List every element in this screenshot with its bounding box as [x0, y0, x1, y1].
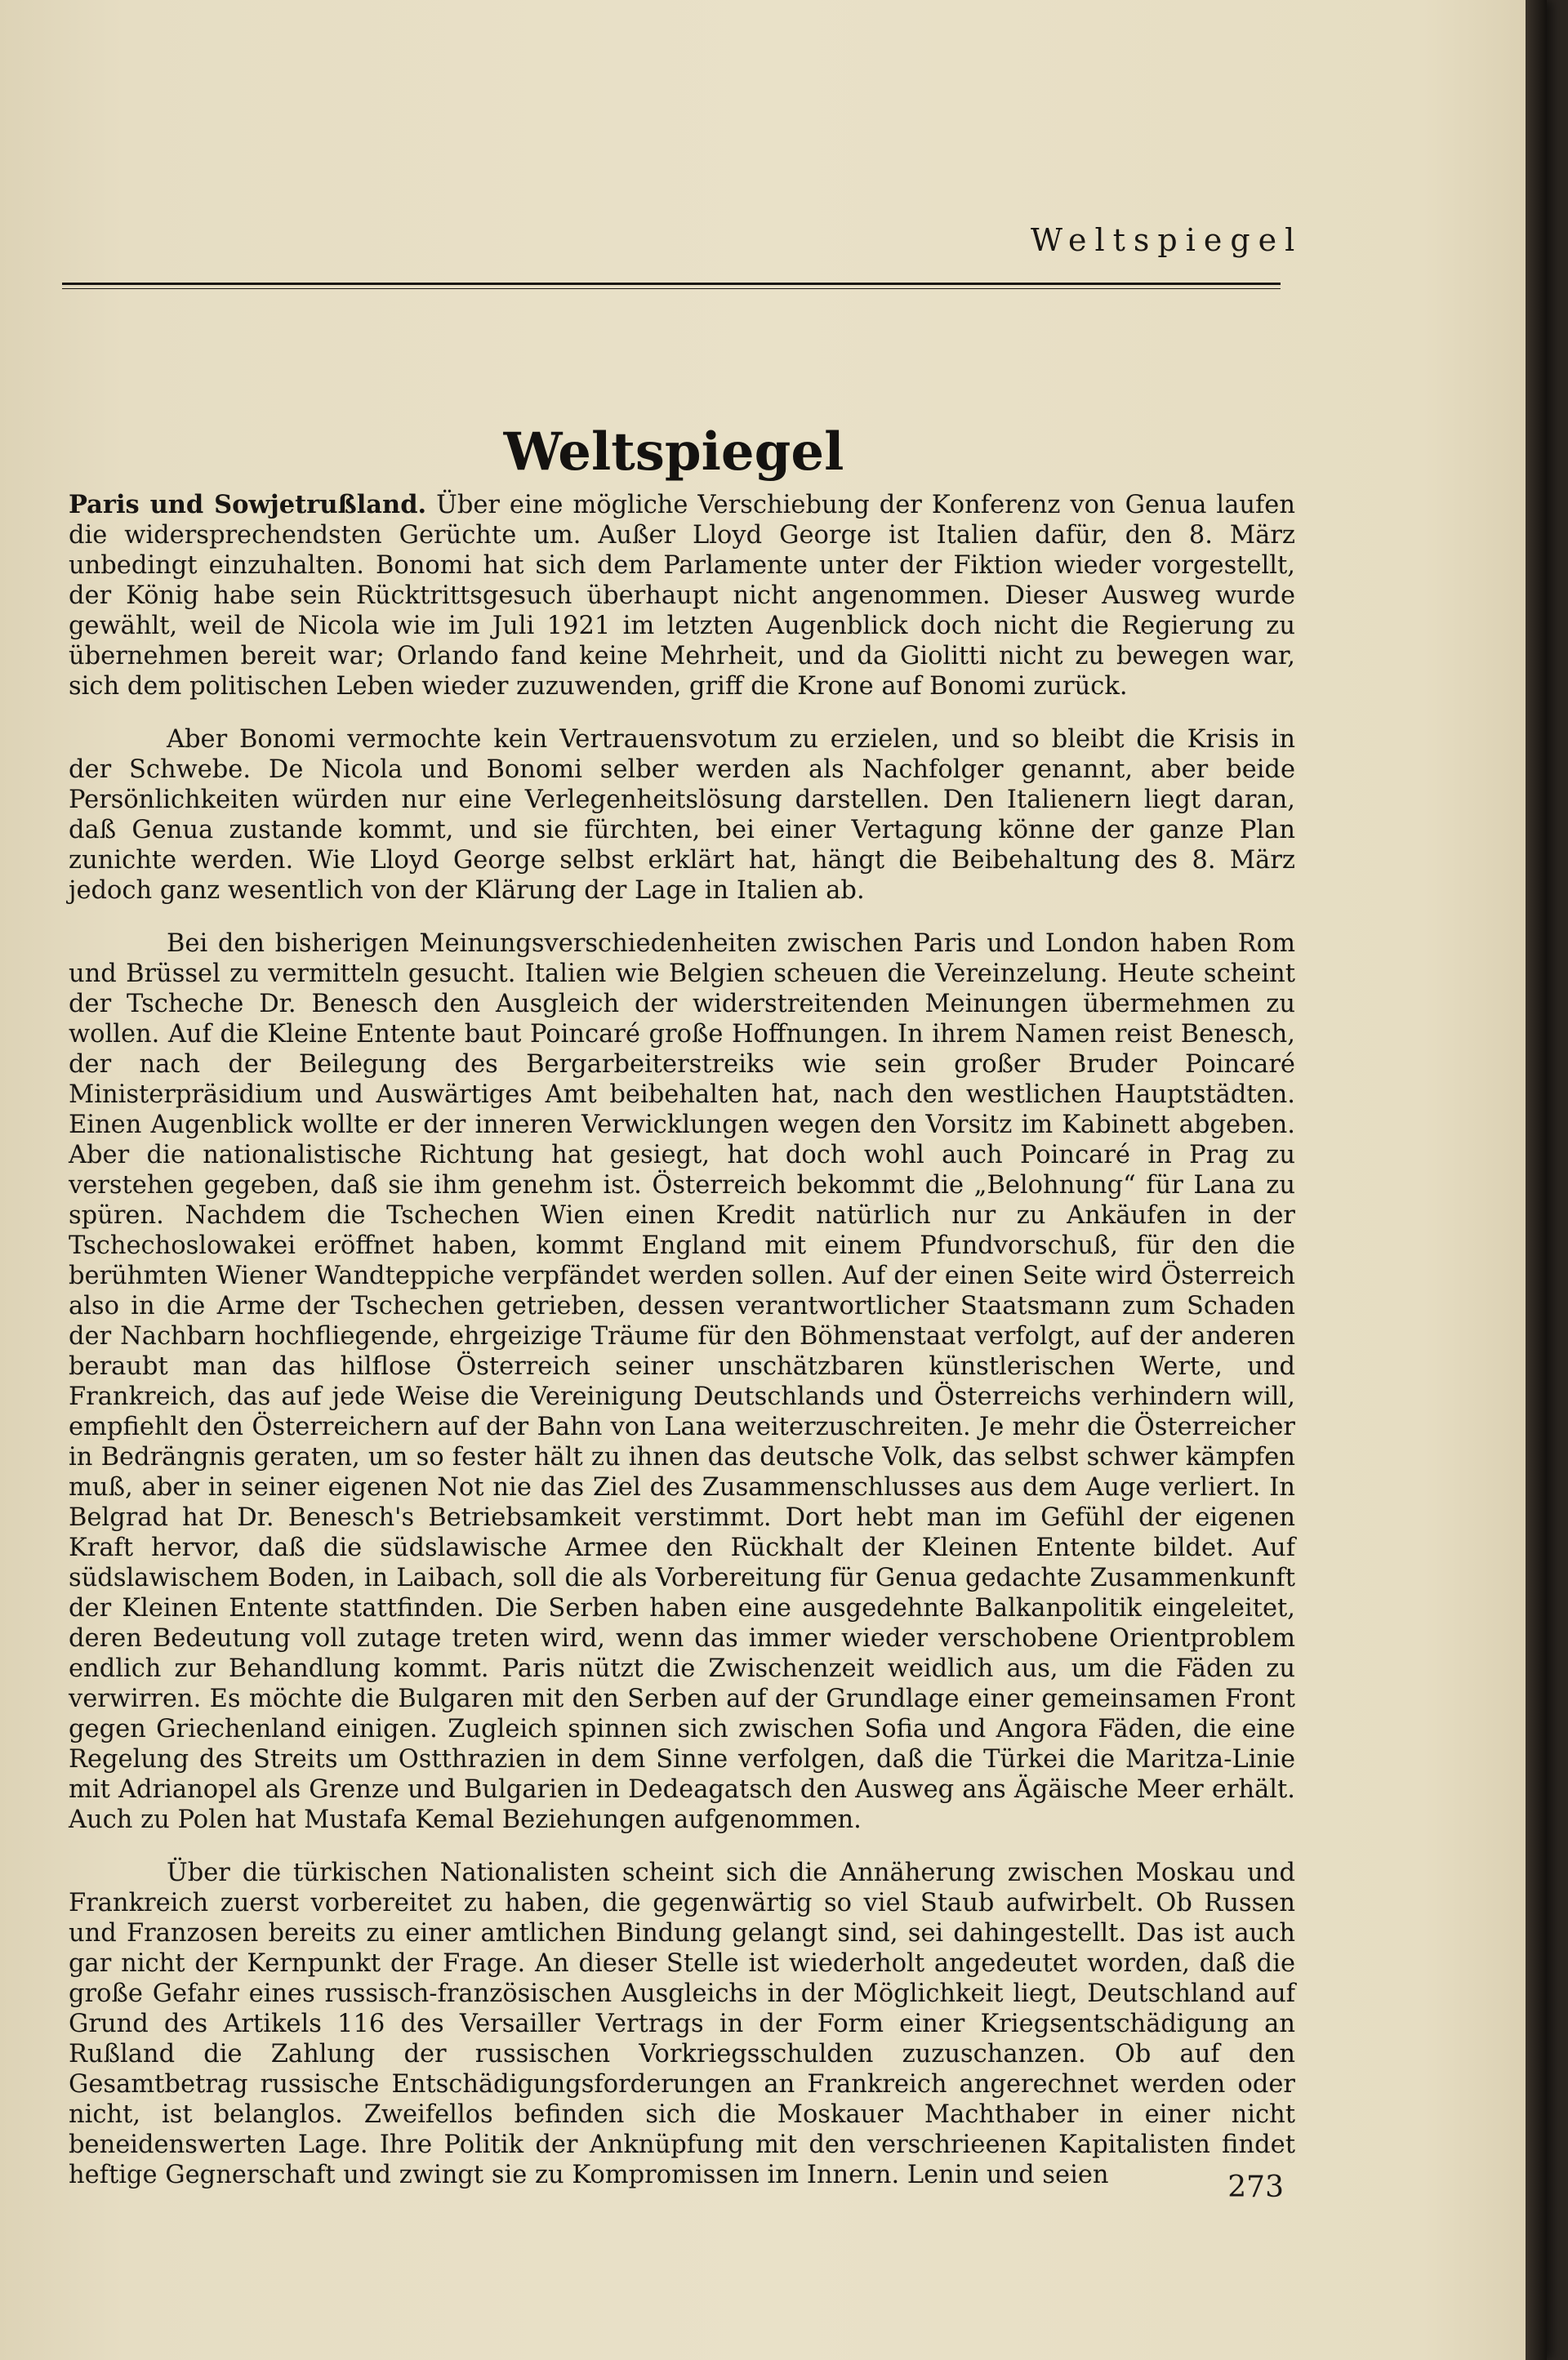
paragraph-lead-in: Paris und Sowjetrußland.	[69, 490, 427, 519]
paragraph-text: Aber Bonomi vermochte kein Vertrauensvotum zu erzielen, und so bleibt die Krisis in der Schwebe. De Nicola und Bonomi selber werden als Nachfolger genannt, aber beide Persönlichkeiten würden nur eine Verlegenheitslösung darstellen. Den Italienern liegt daran, daß Genua zustande kommt, und sie fürchten, bei einer Vertagung könne der ganze Plan zunichte werden. Wie Lloyd George selbst erklärt hat, hängt die Beibehaltung des 8. März jedoch ganz wesentlich von der Klärung der Lage in Italien ab.	[69, 725, 1295, 905]
page-edge-shadow	[1526, 0, 1547, 2360]
page-number: 273	[1227, 2171, 1284, 2204]
paragraph-3	[69, 928, 1295, 1835]
paragraph-text: Über eine mögliche Verschiebung der Konferenz von Genua laufen die widersprechendsten Gerüchte um. Außer Lloyd George ist Italien dafür, den 8. März unbedingt einzuhalten. Bonomi hat sich dem Parlamente unter der Fiktion wieder vorgestellt, der König habe sein Rücktrittsgesuch überhaupt nicht angenommen. Dieser Ausweg wurde gewählt, weil de Nicola wie im Juli 1921 im letzten Augenblick doch nicht die Regierung zu übernehmen bereit war; Orlando fand keine Mehrheit, und da Giolitti nicht zu bewegen war, sich dem politischen Leben wieder zuzuwenden, griff die Krone auf Bonomi zurück.	[69, 491, 1295, 701]
paragraph-text: Bei den bisherigen Meinungsverschiedenheiten zwischen Paris und London haben Rom und Brüssel zu vermitteln gesucht. Italien wie Belgien scheuen die Vereinzelung. Heute scheint der Tscheche Dr. Benesch den Ausgleich der widerstreitenden Meinungen übermehmen zu wollen. Auf die Kleine Entente baut Poincaré große Hoffnungen. In ihrem Namen reist Benesch, der nach der Beilegung des Bergarbeiterstreiks wie sein großer Bruder Poincaré Ministerpräsidium und Auswärtiges Amt beibehalten hat, nach den westlichen Hauptstädten. Einen Augenblick wollte er der inneren Verwicklungen wegen den Vorsitz im Kabinett abgeben. Aber die nationalistische Richtung hat gesiegt, hat doch wohl auch Poincaré in Prag zu verstehen gegeben, daß sie ihm genehm ist. Österreich bekommt die „Belohnung“ für Lana zu spüren. Nachdem die Tschechen Wien einen Kredit natürlich nur zu Ankäufen in der Tschechoslowakei eröffnet haben, kommt England mit einem Pfundvorschuß, für den die berühmten Wiener Wandteppiche verpfändet werden sollen. Auf der einen Seite wird Österreich also in die Arme der Tschechen getrieben, dessen verantwortlicher Staatsmann zum Schaden der Nachbarn hochfliegende, ehrgeizige Träume für den Böhmenstaat verfolgt, auf der anderen beraubt man das hilflose Österreich seiner unschätzbaren künstlerischen Werte, und Frankreich, das auf jede Weise die Vereinigung Deutschlands und Österreichs verhindern will, empfiehlt den Österreichern auf der Bahn von Lana weiterzuschreiten. Je mehr die Österreicher in Bedrängnis geraten, um so fester hält zu ihnen das deutsche Volk, das selbst schwer kämpfen muß, aber in seiner eigenen Not nie das Ziel des Zusammenschlusses aus dem Auge verliert. In Belgrad hat Dr. Benesch's Betriebsamkeit verstimmt. Dort hebt man im Gefühl der eigenen Kraft hervor, daß die südslawische Armee den Rückhalt der Kleinen Entente bildet. Auf südslawischem Boden, in Laibach, soll die als Vorbereitung für Genua gedachte Zusammenkunft der Kleinen Entente stattfinden. Die Serben haben eine ausgedehnte Balkanpolitik eingeleitet, deren Bedeutung voll zutage treten wird, wenn das immer wieder verschobene Orientproblem endlich zur Behandlung kommt. Paris nützt die Zwischenzeit weidlich aus, um die Fäden zu verwirren. Es möchte die Bulgaren mit den Serben auf der Grundlage einer gemeinsamen Front gegen Griechenland einigen. Zugleich spinnen sich zwischen Sofia und Angora Fäden, die eine Regelung des Streits um Ostthrazien in dem Sinne verfolgen, daß die Türkei die Maritza-Linie mit Adrianopel als Grenze und Bulgarien in Dedeagatsch den Ausweg ans Ägäische Meer erhält. Auch zu Polen hat Mustafa Kemal Beziehungen aufgenommen.	[69, 929, 1295, 1834]
article-body	[69, 490, 1295, 2213]
running-head: Weltspiegel	[1031, 222, 1303, 258]
header-rule	[62, 283, 1281, 289]
paragraph-1	[69, 490, 1295, 701]
article-title: Weltspiegel	[503, 421, 844, 483]
paragraph-4	[69, 1858, 1295, 2190]
paragraph-text: Über die türkischen Nationalisten scheint sich die Annäherung zwischen Moskau und Frankreich zuerst vorbereitet zu haben, die gegenwärtig so viel Staub aufwirbelt. Ob Russen und Franzosen bereits zu einer amtlichen Bindung gelangt sind, sei dahingestellt. Das ist auch gar nicht der Kernpunkt der Frage. An dieser Stelle ist wiederholt angedeutet worden, daß die große Gefahr eines russisch-französischen Ausgleichs in der Möglichkeit liegt, Deutschland auf Grund des Artikels 116 des Versailler Vertrags in der Form einer Kriegsentschädigung an Rußland die Zahlung der russischen Vorkriegsschulden zuzuschanzen. Ob auf den Gesamtbetrag russische Entschädigungsforderungen an Frankreich angerechnet werden oder nicht, ist belanglos. Zweifellos befinden sich die Moskauer Machthaber in einer nicht beneidenswerten Lage. Ihre Politik der Anknüpfung mit den verschrieenen Kapitalisten findet heftige Gegnerschaft und zwingt sie zu Kompromissen im Innern. Lenin und seien	[69, 1859, 1295, 2189]
paragraph-2	[69, 724, 1295, 906]
